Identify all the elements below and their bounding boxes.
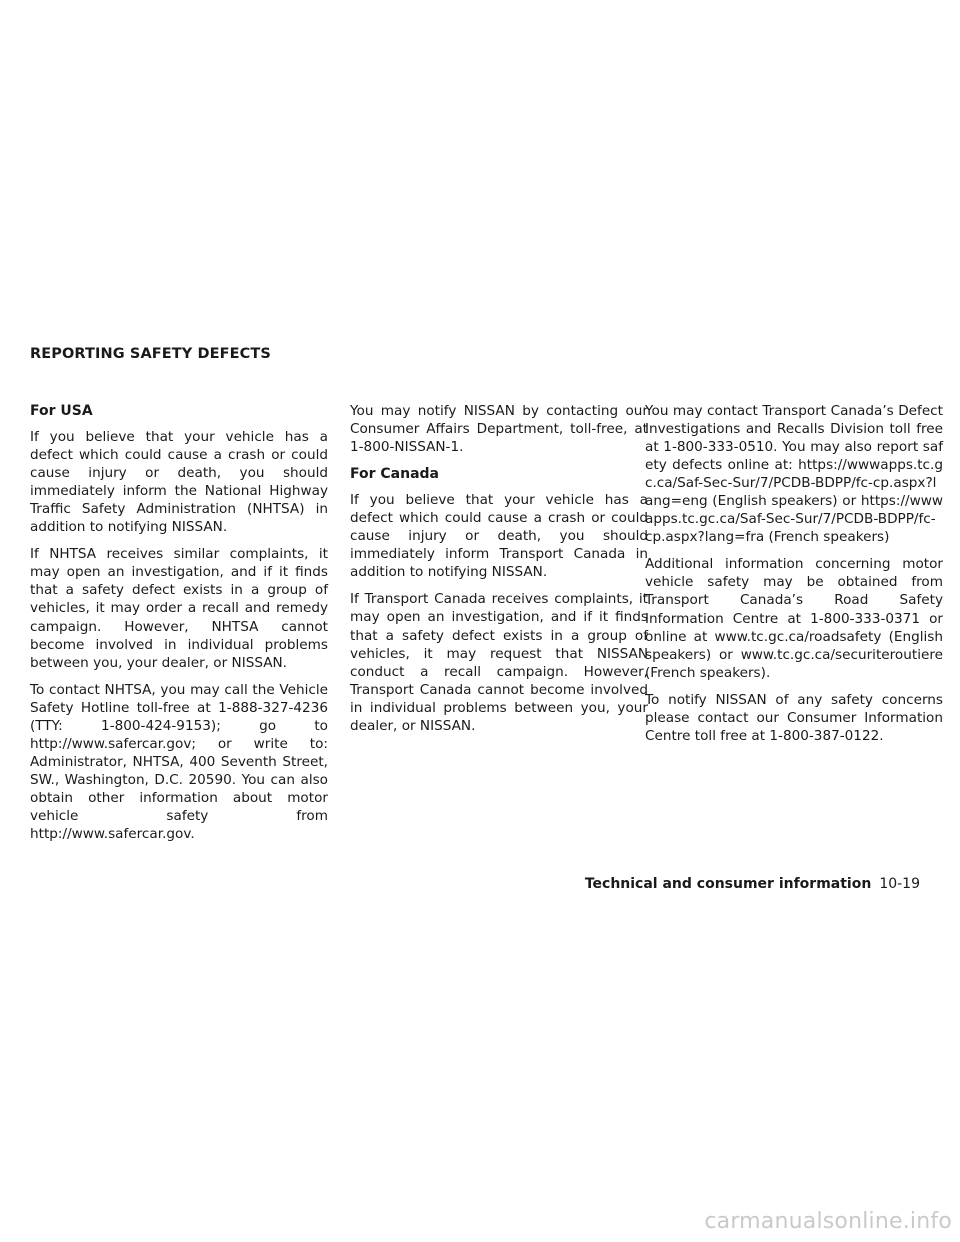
- canada-paragraph-5: To notify NISSAN of any safety concerns please contact our Consumer Information Centre toll free at 1-800-387-0122.: [645, 691, 943, 744]
- footer-section-name: Technical and consumer information: [584, 876, 872, 892]
- canada-paragraph-1: If you believe that your vehicle has a defect which could cause a crash or could cause injury or death, you should immediately inform Transport Canada in addition to notifying NISSAN.: [350, 492, 648, 581]
- canada-paragraph-4: Additional information concerning motor vehicle safety may be obtained from Transport Canada’s Road Safety Information Centre at 1-800-333-0371 or online at www.tc.gc.ca/roadsafety (English speakers) or www.tc.gc.ca/securiteroutiere (French speakers).: [645, 556, 943, 681]
- column-1: [30, 402, 328, 852]
- column-2: [350, 402, 648, 744]
- canada-paragraph-2: If Transport Canada receives complaints, it may open an investigation, and if it finds that a safety defect exists in a group of vehicles, it may request that NISSAN conduct a recall campaign. However, Transport Canada cannot become involved in individual problems between you, your dealer, or NISSAN.: [350, 591, 648, 734]
- usa-paragraph-4: You may notify NISSAN by contacting our Consumer Affairs Department, toll-free, at 1-800-NISSAN-1.: [350, 403, 648, 456]
- page-footer: [585, 876, 920, 892]
- watermark: carmanualsonline.info: [704, 1209, 952, 1234]
- page-number: 10-19: [879, 876, 920, 892]
- usa-paragraph-2: If NHTSA receives similar complaints, it may open an investigation, and if it finds that a safety defect exists in a group of vehicles, it may order a recall and remedy campaign. However, NHTSA cannot become involved in individual problems between you, your dealer, or NISSAN.: [30, 546, 328, 671]
- canada-paragraph-3: You may contact Transport Canada’s Defect Investigations and Recalls Division toll free at 1-800-333-0510. You may also report safety defects online at: https://wwwapps.tc.gc.ca/Saf-Sec-Sur/7/PCDB-BDPP/fc-cp.aspx?lang=eng (English speakers) or https://wwwapps.tc.gc.ca/Saf-Sec-Sur/7/PCDB-BDPP/fc-cp.aspx?lang=fra (French speakers): [645, 403, 943, 546]
- usa-paragraph-3: To contact NHTSA, you may call the Vehicle Safety Hotline toll-free at 1-888-327-4236 (TTY: 1-800-424-9153); go to http://www.safercar.gov; or write to: Administrator, NHTSA, 400 Seventh Street, SW., Washington, D.C. 20590. You can also obtain other information about motor vehicle safety from http://www.safercar.gov.: [30, 681, 328, 843]
- section-title: REPORTING SAFETY DEFECTS: [30, 346, 271, 362]
- usa-heading: For USA: [30, 403, 93, 419]
- column-3: [645, 402, 943, 754]
- canada-heading: For Canada: [350, 466, 439, 483]
- usa-paragraph-1: If you believe that your vehicle has a defect which could cause a crash or could cause injury or death, you should immediately inform the National Highway Traffic Safety Administration (NHTSA) in addition to notifying NISSAN.: [30, 429, 328, 536]
